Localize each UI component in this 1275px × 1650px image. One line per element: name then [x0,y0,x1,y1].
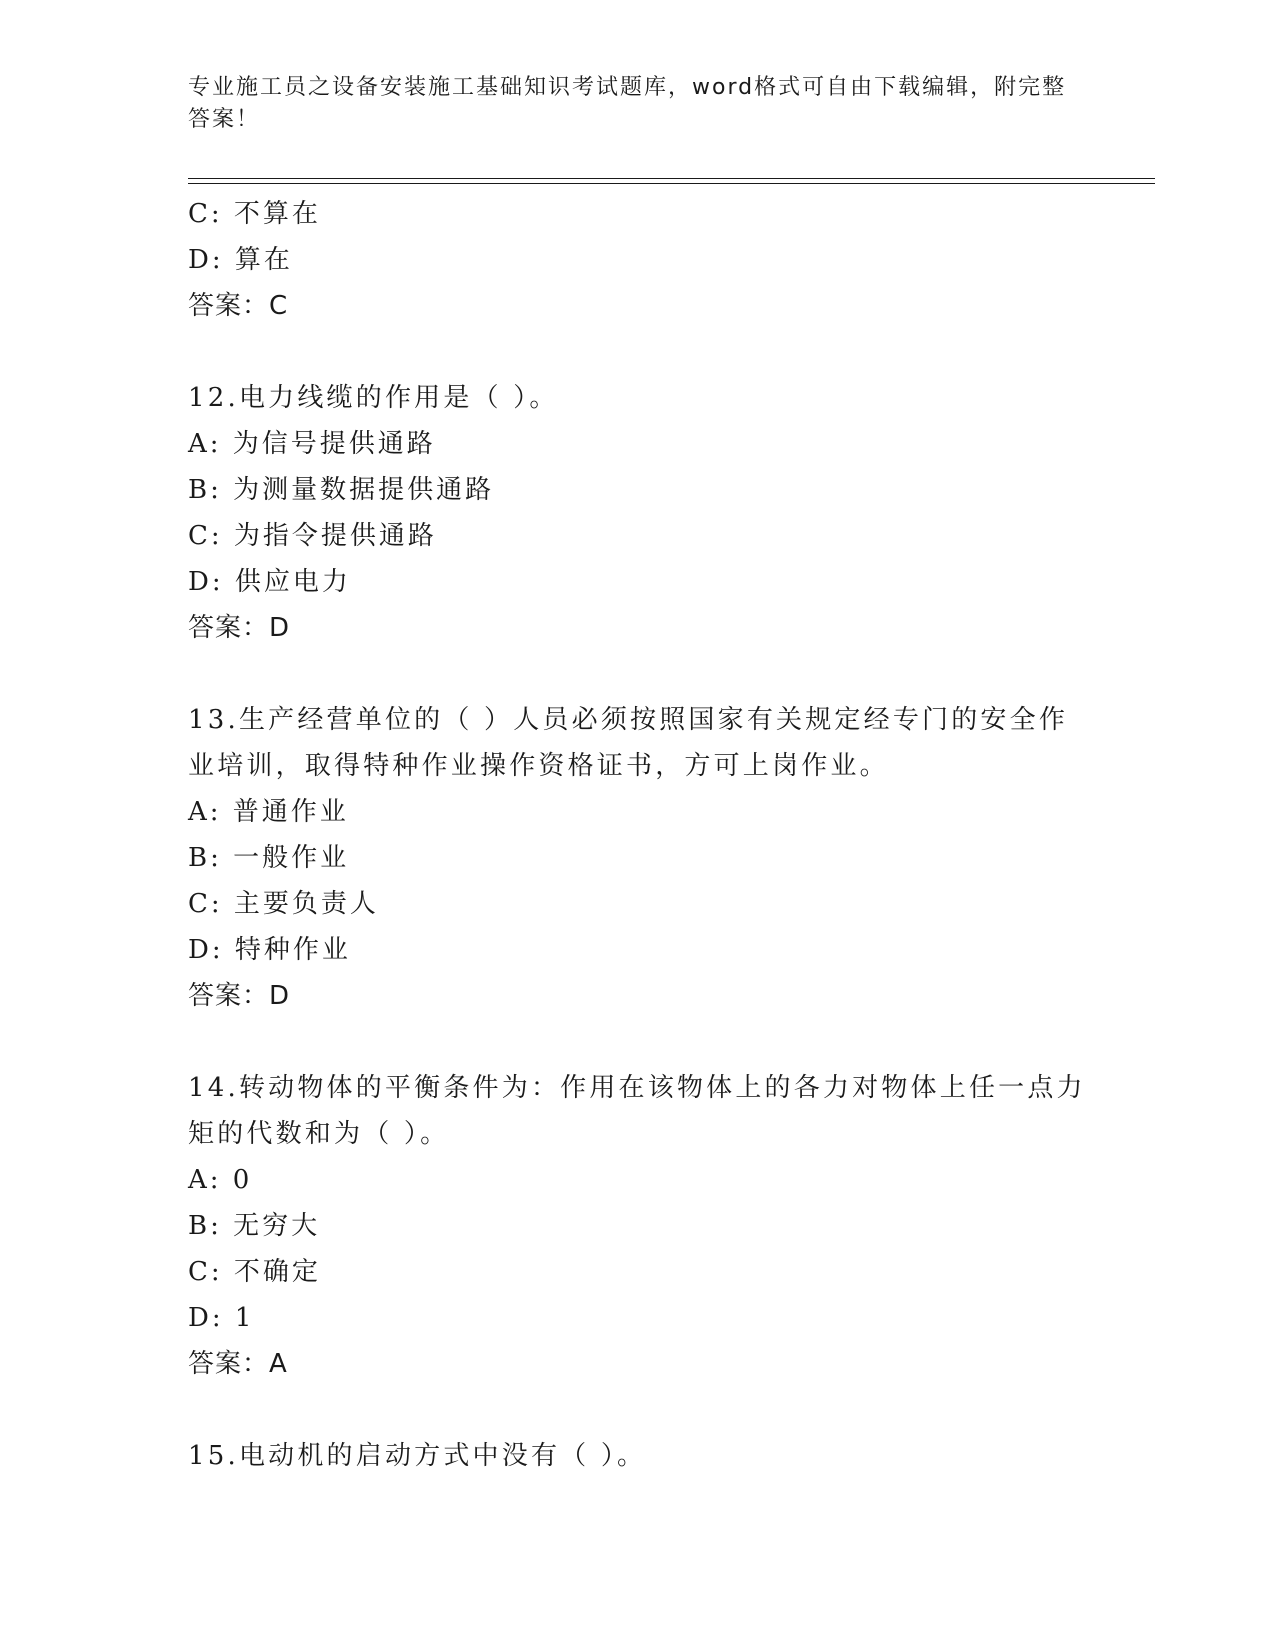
option-d: D: 算在 [188,245,293,275]
option-d: D: 供应电力 [188,567,351,597]
spacer [188,1387,1088,1433]
question-block-11 [188,191,1088,329]
question-list [188,191,1088,1479]
question-block-13 [188,697,1088,1019]
option-c: C: 主要负责人 [188,889,379,919]
option-c: C: 不算在 [188,199,321,229]
spacer [188,651,1088,697]
header-divider-bottom [188,183,1155,184]
answer-line: 答案：C [188,291,289,321]
question-block-15 [188,1433,1088,1479]
option-a: A: 为信号提供通路 [188,429,436,459]
answer-line: 答案：A [188,1349,288,1379]
answer-line: 答案：D [188,613,291,643]
option-b: B: 一般作业 [188,843,350,873]
question-block-14 [188,1065,1088,1387]
option-b: B: 无穷大 [188,1211,321,1241]
option-c: C: 为指令提供通路 [188,521,437,551]
option-d: D: 特种作业 [188,935,351,965]
question-block-12 [188,375,1088,651]
answer-line: 答案：D [188,981,291,1011]
option-d: D: 1 [188,1303,255,1333]
header-divider-top [188,178,1155,179]
option-a: A: 普通作业 [188,797,349,827]
option-c: C: 不确定 [188,1257,321,1287]
question-title: 13.生产经营单位的（ ）人员必须按照国家有关规定经专门的安全作业培训，取得特种作业操作资格证书，方可上岗作业。 [188,705,1069,781]
question-title: 15.电动机的启动方式中没有（ ）。 [188,1441,647,1471]
spacer [188,329,1088,375]
option-b: B: 为测量数据提供通路 [188,475,495,505]
spacer [188,1019,1088,1065]
option-a: A: 0 [188,1165,253,1195]
document-header: 专业施工员之设备安装施工基础知识考试题库，word格式可自由下载编辑，附完整答案！ [188,75,1067,132]
question-title: 14.转动物体的平衡条件为：作用在该物体上的各力对物体上任一点力矩的代数和为（ ）。 [188,1073,1086,1149]
question-title: 12.电力线缆的作用是（ ）。 [188,383,559,413]
